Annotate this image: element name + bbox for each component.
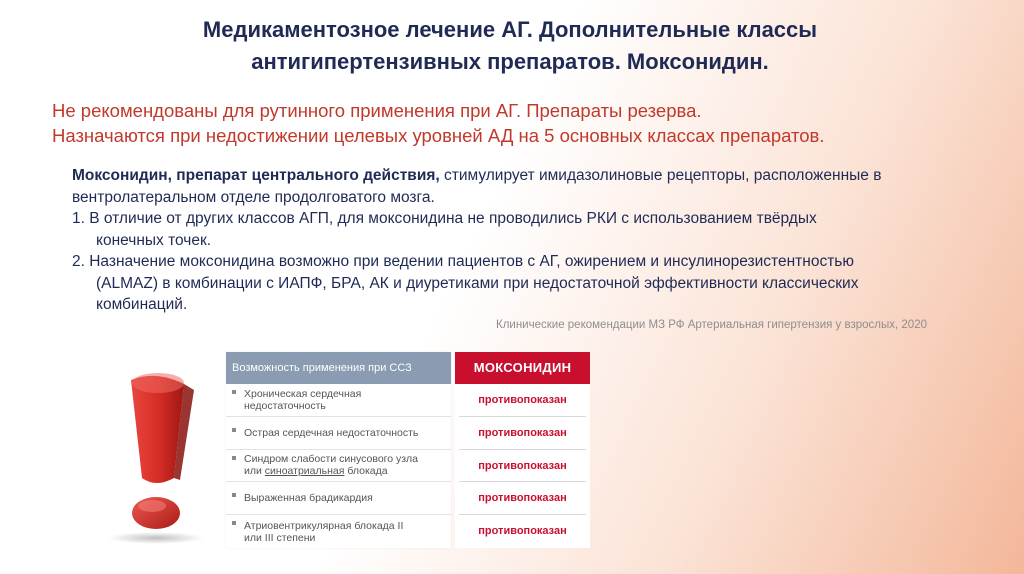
moxonidine-table xyxy=(455,352,590,548)
row-line: Атриовентрикулярная блокада II xyxy=(244,519,404,532)
cvd-conditions-table xyxy=(226,352,451,548)
row-line: блокада xyxy=(344,465,388,478)
exclamation-image xyxy=(76,368,226,546)
row-text xyxy=(244,388,365,412)
row-line: недостаточность xyxy=(244,399,326,412)
row-line-underlined: синоатриальная xyxy=(264,465,345,478)
row-line: Синдром слабости синусового узла xyxy=(244,453,418,466)
point-1 xyxy=(72,208,992,251)
contraindicated-cell: противопоказан xyxy=(459,417,586,450)
table-row xyxy=(226,515,451,548)
source-citation: Клинические рекомендации МЗ РФ Артериальная гипертензия у взрослых, 2020 xyxy=(496,319,927,331)
intro-paragraph xyxy=(72,165,992,208)
body-text xyxy=(72,165,992,316)
table-row xyxy=(226,417,451,450)
row-text xyxy=(244,520,407,544)
point-2 xyxy=(72,251,992,316)
row-text: Острая сердечная недостаточность xyxy=(244,426,419,439)
row-text: Выраженная брадикардия xyxy=(244,492,373,505)
contraindicated-cell: противопоказан xyxy=(459,482,586,515)
moxonidine-header: МОКСОНИДИН xyxy=(455,352,590,384)
intro-bold: Моксонидин, препарат центрального действия, xyxy=(72,167,440,184)
point-1-line-2: конечных точек. xyxy=(96,231,212,249)
bullet-icon xyxy=(232,456,236,460)
row-line: или xyxy=(244,465,265,478)
notice-line-2: Назначаются при недостижении целевых уровней АД на 5 основных классах препаратов. xyxy=(52,125,825,146)
title-line-1: Медикаментозное лечение АГ. Дополнительные классы xyxy=(202,17,818,42)
contraindicated-cell: противопоказан xyxy=(459,450,586,483)
bullet-icon xyxy=(232,493,236,497)
point-2-line-2: (ALMAZ) в комбинации с ИАПФ, БРА, АК и диуретиками при недостаточной эффективности классических xyxy=(96,274,859,292)
slide-title xyxy=(100,14,920,78)
bullet-icon xyxy=(232,390,236,394)
table-row xyxy=(226,450,451,483)
table-row xyxy=(226,384,451,417)
cvd-table-header: Возможность применения при ССЗ xyxy=(226,352,451,384)
intro-rest: стимулирует имидазолиновые рецепторы, расположенные в вентролатеральном отделе продолговатого мозга. xyxy=(72,167,882,206)
bullet-icon xyxy=(232,428,236,432)
contraindicated-cell: противопоказан xyxy=(478,525,567,538)
point-2-line-1: 2. Назначение моксонидина возможно при ведении пациентов с АГ, ожирением и инсулинорезистентностью xyxy=(72,253,854,270)
contraindicated-cell: противопоказан xyxy=(459,384,586,417)
point-2-line-3: комбинаций. xyxy=(96,296,188,313)
row-line: Хроническая сердечная xyxy=(244,387,362,400)
row-text xyxy=(244,453,422,477)
notice-block xyxy=(52,98,1012,148)
row-line: или III степени xyxy=(244,531,316,544)
exclamation-icon xyxy=(76,368,226,546)
point-1-line-1: 1. В отличие от других классов АГП, для моксонидина не проводились РКИ с использованием твёрдых xyxy=(72,210,817,227)
table-row xyxy=(226,482,451,515)
notice-line-1: Не рекомендованы для рутинного применения при АГ. Препараты резерва. xyxy=(52,100,702,121)
title-line-2: антигипертензивных препаратов. Моксонидин. xyxy=(251,49,769,74)
bullet-icon xyxy=(232,521,236,525)
